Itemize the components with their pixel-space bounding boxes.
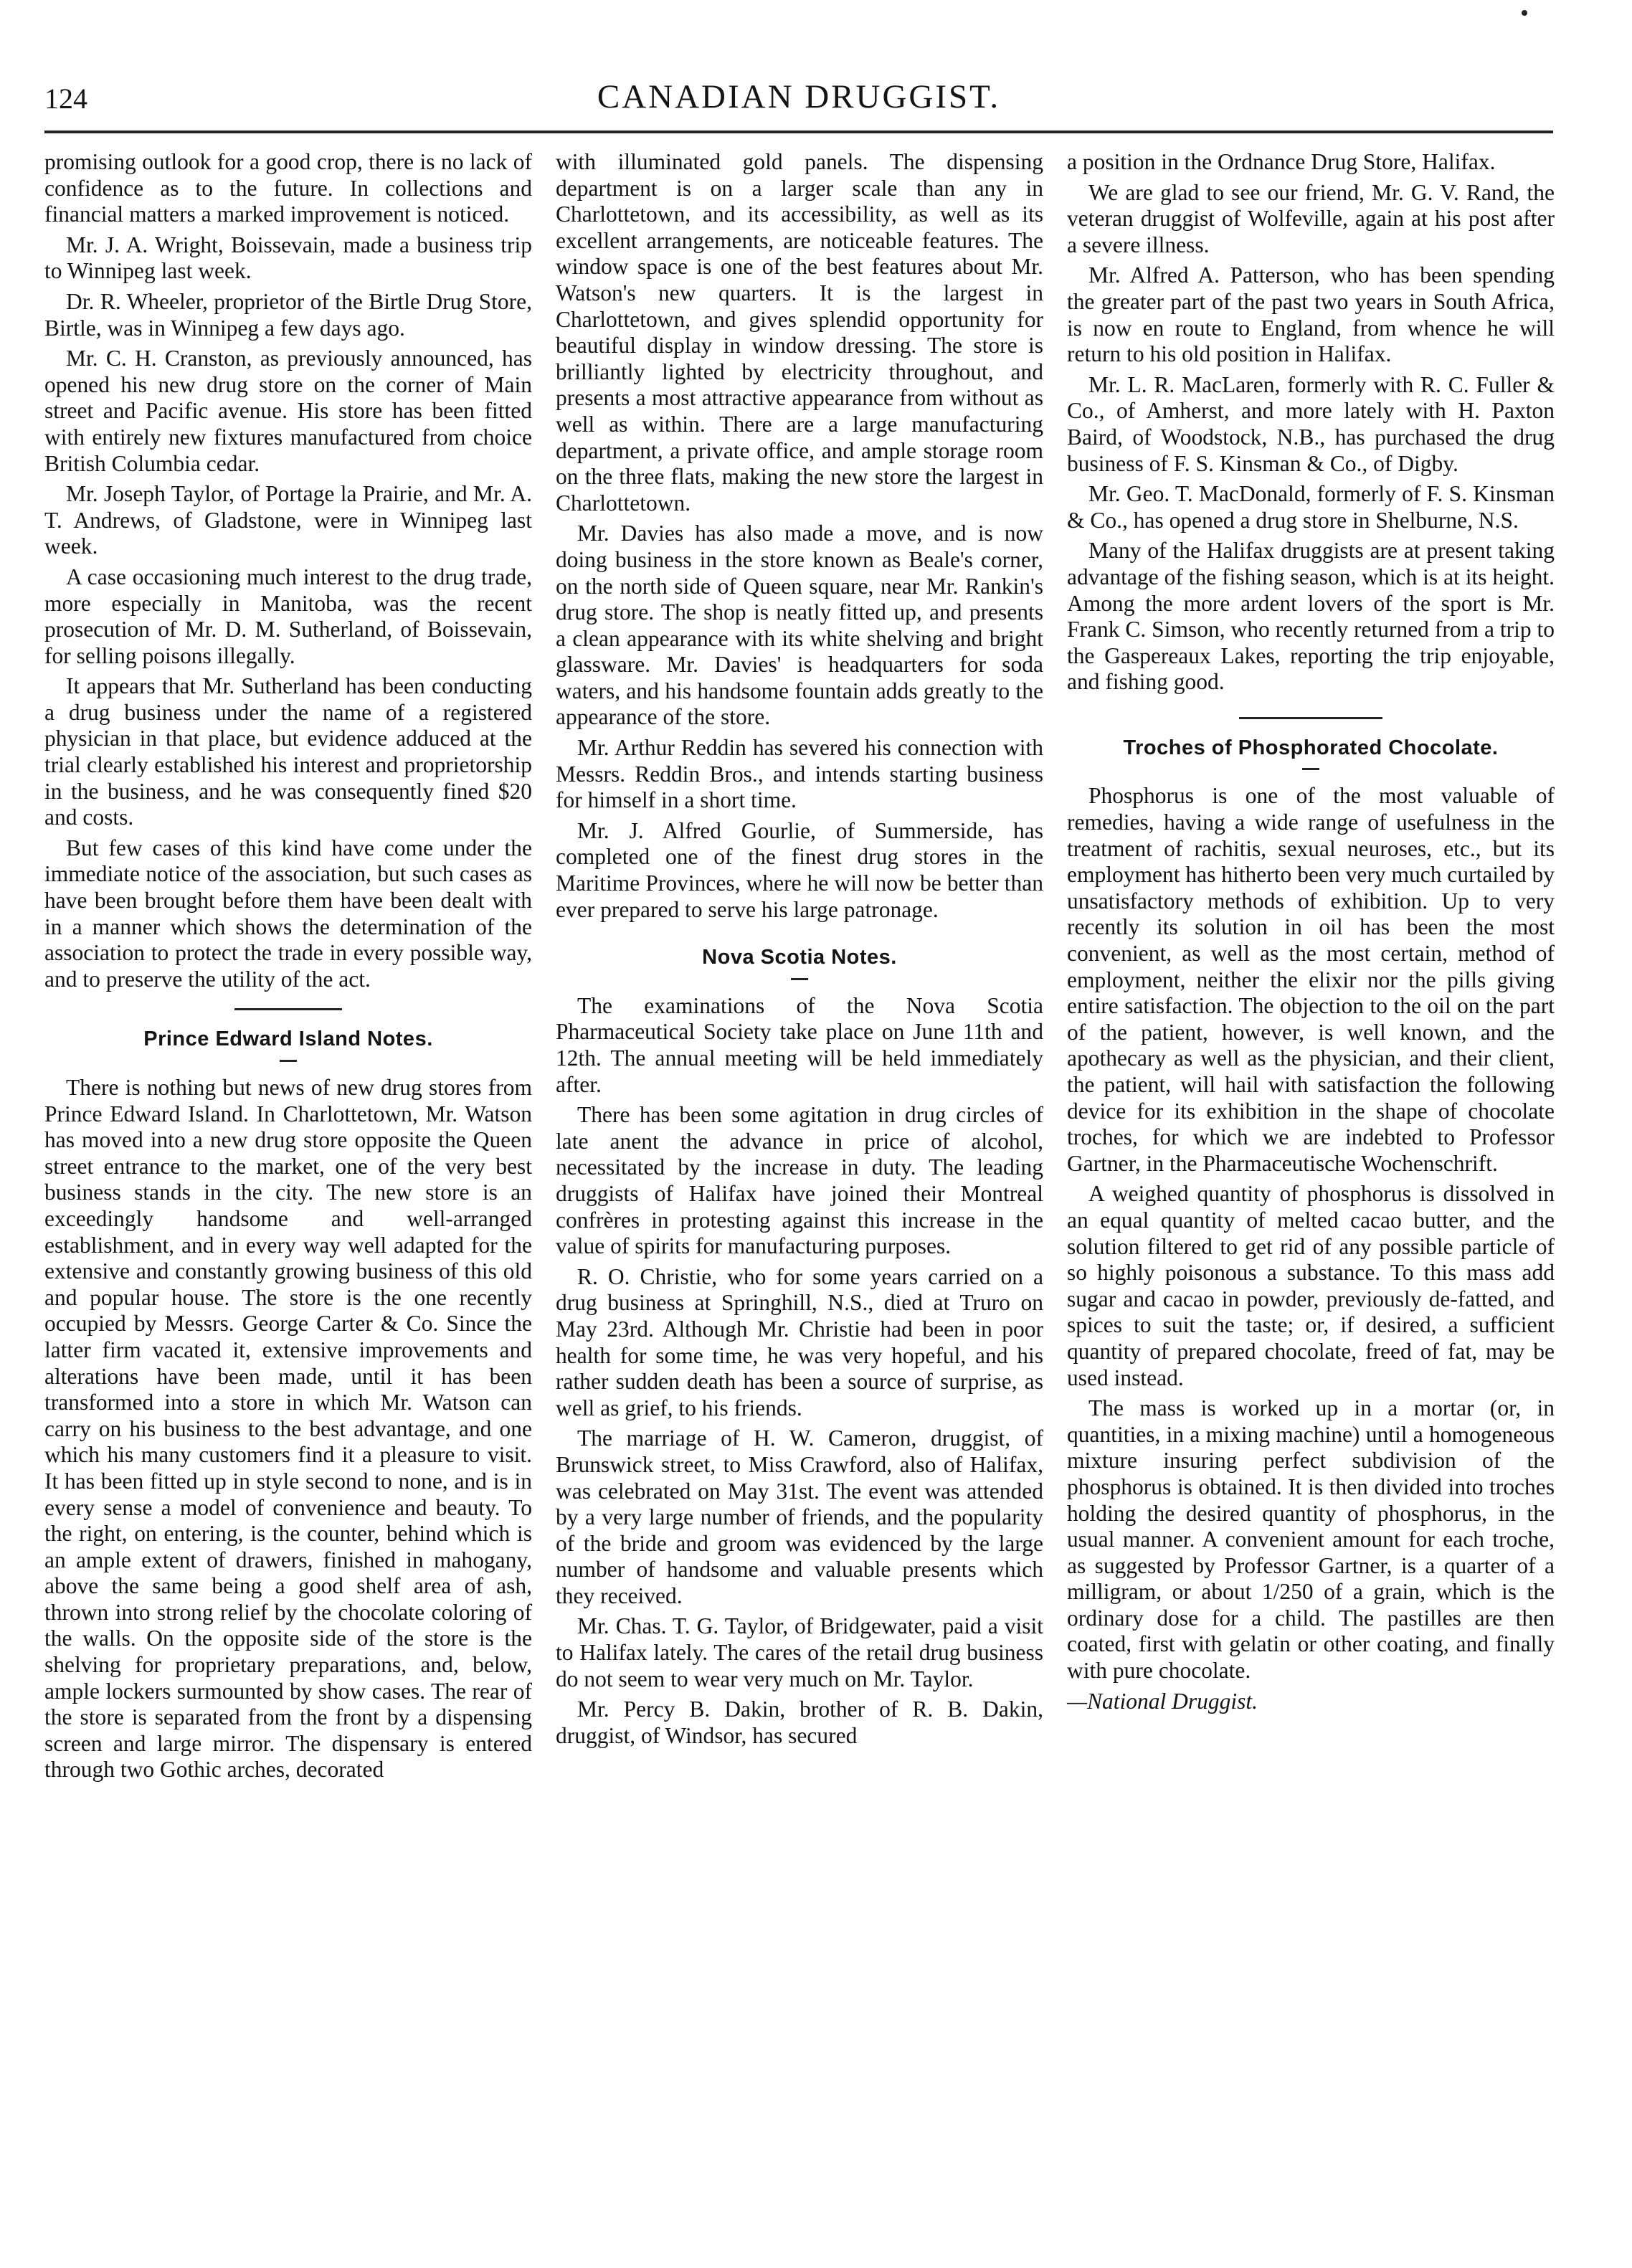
column-3 (1067, 149, 1555, 1719)
paragraph: Many of the Halifax druggists are at present taking advantage of the fishing season, which is at its height. Among the more ardent lovers of the sport is Mr. Frank C. Simson, who recently returned from a trip to the Gaspereaux Lakes, reporting the trip enjoyable, and fishing good. (1067, 538, 1555, 695)
ink-speck (1522, 10, 1527, 16)
paragraph: Mr. Geo. T. MacDonald, formerly of F. S. Kinsman & Co., has opened a drug store in Shelburne, N.S. (1067, 481, 1555, 533)
heading-dash (791, 978, 808, 980)
paragraph: The marriage of H. W. Cameron, druggist, of Brunswick street, to Miss Crawford, also of Halifax, was celebrated on May 31st. The event was attended by a very large number of friends, and the popularity of the bride and groom was evidenced by the large number of handsome and valuable presents which they received. (556, 1425, 1043, 1608)
column-1 (44, 149, 532, 1788)
page-header (44, 75, 1553, 126)
paragraph: Dr. R. Wheeler, proprietor of the Birtle Drug Store, Birtle, was in Winnipeg a few days ago. (44, 288, 532, 341)
paragraph: Mr. Arthur Reddin has severed his connection with Messrs. Reddin Bros., and intends starting business for himself in a short time. (556, 735, 1043, 813)
heading-dash (1302, 768, 1319, 770)
section-heading-nova-scotia: Nova Scotia Notes. (702, 946, 897, 969)
attribution-text: —National Druggist. (1067, 1688, 1258, 1714)
paragraph: A case occasioning much interest to the drug trade, more especially in Manitoba, was the recent prosecution of Mr. D. M. Sutherland, of Boissevain, for selling poisons illegally. (44, 564, 532, 668)
article-attribution (1067, 1689, 1555, 1715)
paragraph: Mr. J. A. Wright, Boissevain, made a business trip to Winnipeg last week. (44, 232, 532, 284)
paragraph: Mr. Percy B. Dakin, brother of R. B. Dakin, druggist, of Windsor, has secured (556, 1697, 1043, 1748)
section-divider (234, 1008, 342, 1010)
section-heading-pei: Prince Edward Island Notes. (143, 1028, 433, 1051)
paragraph: But few cases of this kind have come under the immediate notice of the association, but such cases as have been brought before them have been dealt with in a manner which shows the determination of the association to protect the trade in every possible way, and to preserve the utility of the act. (44, 835, 532, 992)
paragraph: The examinations of the Nova Scotia Pharmaceutical Society take place on June 11th and 12th. The annual meeting will be held immediately after. (556, 992, 1043, 1097)
paragraph: with illuminated gold panels. The dispensing department is on a larger scale than any in Charlottetown, and its accessibility, as well as its excellent arrangements, are noticeable features. The window space is one of the best features about Mr. Watson's new quarters. It is the largest in Charlottetown, and gives splendid opportunity for beautiful display in window dressing. The store is brilliantly lighted by electricity throughout, and presents a most attractive appearance from without as well as within. There are a large manufacturing department, a private office, and ample storage room on the three flats, making the new store the largest in Charlottetown. (556, 149, 1043, 516)
section-heading-troches: Troches of Phosphorated Chocolate. (1123, 736, 1499, 759)
column-2 (556, 149, 1043, 1753)
paragraph: The mass is worked up in a mortar (or, in quantities, in a mixing machine) until a homogeneous mixture insuring perfect subdivision of the phosphorus is obtained. It is then divided into troches holding the desired quantity of phosphorus, in the usual manner. A convenient amount for each troche, as suggested by Professor Gartner, is a quarter of a milligram, or about 1/250 of a grain, which is the ordinary dose for a child. The pastilles are then coated, first with gelatin or other coating, and finally with pure chocolate. (1067, 1395, 1555, 1684)
paragraph: There is nothing but news of new drug stores from Prince Edward Island. In Charlottetown, Mr. Watson has moved into a new drug store opposite the Queen street entrance to the market, one of the very best business stands in the city. The new store is an exceedingly handsome and well-arranged establishment, and in every way well adapted for the extensive and constantly growing business of this old and popular house. The store is the one recently occupied by Messrs. George Carter & Co. Since the latter firm vacated it, extensive improvements and alterations have been made, until it has been transformed into a store in which Mr. Watson can carry on his business to the best advantage, and one which his many customers find it a pleasure to visit. It has been fitted up in style second to none, and is in every sense a model of convenience and beauty. To the right, on entering, is the counter, behind which is an ample extent of drawers, finished in mahogany, above the same being a good shelf area of ash, thrown into strong relief by the chocolate coloring of the walls. On the opposite side of the store is the shelving for proprietary preparations, and, below, ample lockers surmounted by show cases. The rear of the store is separated from the front by a dispensing screen and large mirror. The dispensary is entered through two Gothic arches, decorated (44, 1075, 532, 1783)
paragraph: R. O. Christie, who for some years carried on a drug business at Springhill, N.S., died at Truro on May 23rd. Although Mr. Christie had been in poor health for some time, he was very hopeful, and his rather sudden death has been a source of surprise, as well as grief, to his friends. (556, 1263, 1043, 1420)
paragraph: promising outlook for a good crop, there is no lack of confidence as to the future. In collections and financial matters a marked improvement is noticed. (44, 149, 532, 227)
paragraph: It appears that Mr. Sutherland has been conducting a drug business under the name of a registered physician in that place, but evidence adduced at the trial clearly established his interest and proprietorship in the business, and he was consequently fined $20 and costs. (44, 673, 532, 830)
header-rule (44, 131, 1553, 133)
paragraph: Mr. Alfred A. Patterson, who has been spending the greater part of the past two years in South Africa, is now en route to England, from whence he will return to his old position in Halifax. (1067, 262, 1555, 367)
paragraph: Mr. Davies has also made a move, and is now doing business in the store known as Beale's corner, on the north side of Queen square, near Mr. Rankin's drug store. The shop is neatly fitted up, and presents a clean appearance with its white shelving and bright glassware. Mr. Davies' is headquarters for soda waters, and his handsome fountain adds greatly to the appearance of the store. (556, 521, 1043, 730)
paragraph: Mr. Joseph Taylor, of Portage la Prairie, and Mr. A. T. Andrews, of Gladstone, were in Winnipeg last week. (44, 481, 532, 559)
publication-title: CANADIAN DRUGGIST. (597, 78, 1001, 115)
paragraph: A weighed quantity of phosphorus is dissolved in an equal quantity of melted cacao butter, and the solution filtered to get rid of any possible particle of so highly poisonous a substance. To this mass add sugar and cacao in powder, previously de-fatted, and spices to suit the taste; or, if desired, a sufficient quantity of prepared chocolate, freed of fat, may be used instead. (1067, 1181, 1555, 1390)
paragraph: There has been some agitation in drug circles of late anent the advance in price of alcohol, necessitated by the increase in duty. The leading druggists of Halifax have joined their Montreal confrères in protesting against this increase in the value of spirits for manufacturing purposes. (556, 1102, 1043, 1259)
paragraph: Mr. L. R. MacLaren, formerly with R. C. Fuller & Co., of Amherst, and more lately with H. Paxton Baird, of Woodstock, N.B., has purchased the drug business of F. S. Kinsman & Co., of Digby. (1067, 371, 1555, 476)
paragraph: Mr. Chas. T. G. Taylor, of Bridgewater, paid a visit to Halifax lately. The cares of the retail drug business do not seem to wear very much on Mr. Taylor. (556, 1613, 1043, 1691)
paragraph: a position in the Ordnance Drug Store, Halifax. (1067, 149, 1496, 174)
paragraph: Phosphorus is one of the most valuable of remedies, having a wide range of usefulness in the treatment of rachitis, sexual neuroses, etc., but its employment has hitherto been very much curtailed by unsatisfactory methods of exhibition. Up to very recently its solution in oil has been the most convenient, as well as the most certain, method of employment, neither the elixir nor the pills giving entire satisfaction. The objection to the oil on the part of the patient, however, is well known, and the apothecary as well as the physician, and their client, the patient, will hail with satisfaction the following device for its exhibition in the shape of chocolate troches, for which we are indebted to Professor Gartner, in the Pharmaceutische Wochenschrift. (1067, 783, 1555, 1176)
page-number: 124 (44, 82, 87, 115)
paragraph: Mr. J. Alfred Gourlie, of Summerside, has completed one of the finest drug stores in the Maritime Provinces, where he will now be better than ever prepared to serve his large patronage. (556, 817, 1043, 922)
section-divider (1239, 717, 1382, 719)
heading-dash (280, 1060, 297, 1062)
paragraph: Mr. C. H. Cranston, as previously announced, has opened his new drug store on the corner of Main street and Pacific avenue. His store has been fitted with entirely new fixtures manufactured from choice British Columbia cedar. (44, 346, 532, 476)
paragraph: We are glad to see our friend, Mr. G. V. Rand, the veteran druggist of Wolfeville, again at his post after a severe illness. (1067, 179, 1555, 257)
